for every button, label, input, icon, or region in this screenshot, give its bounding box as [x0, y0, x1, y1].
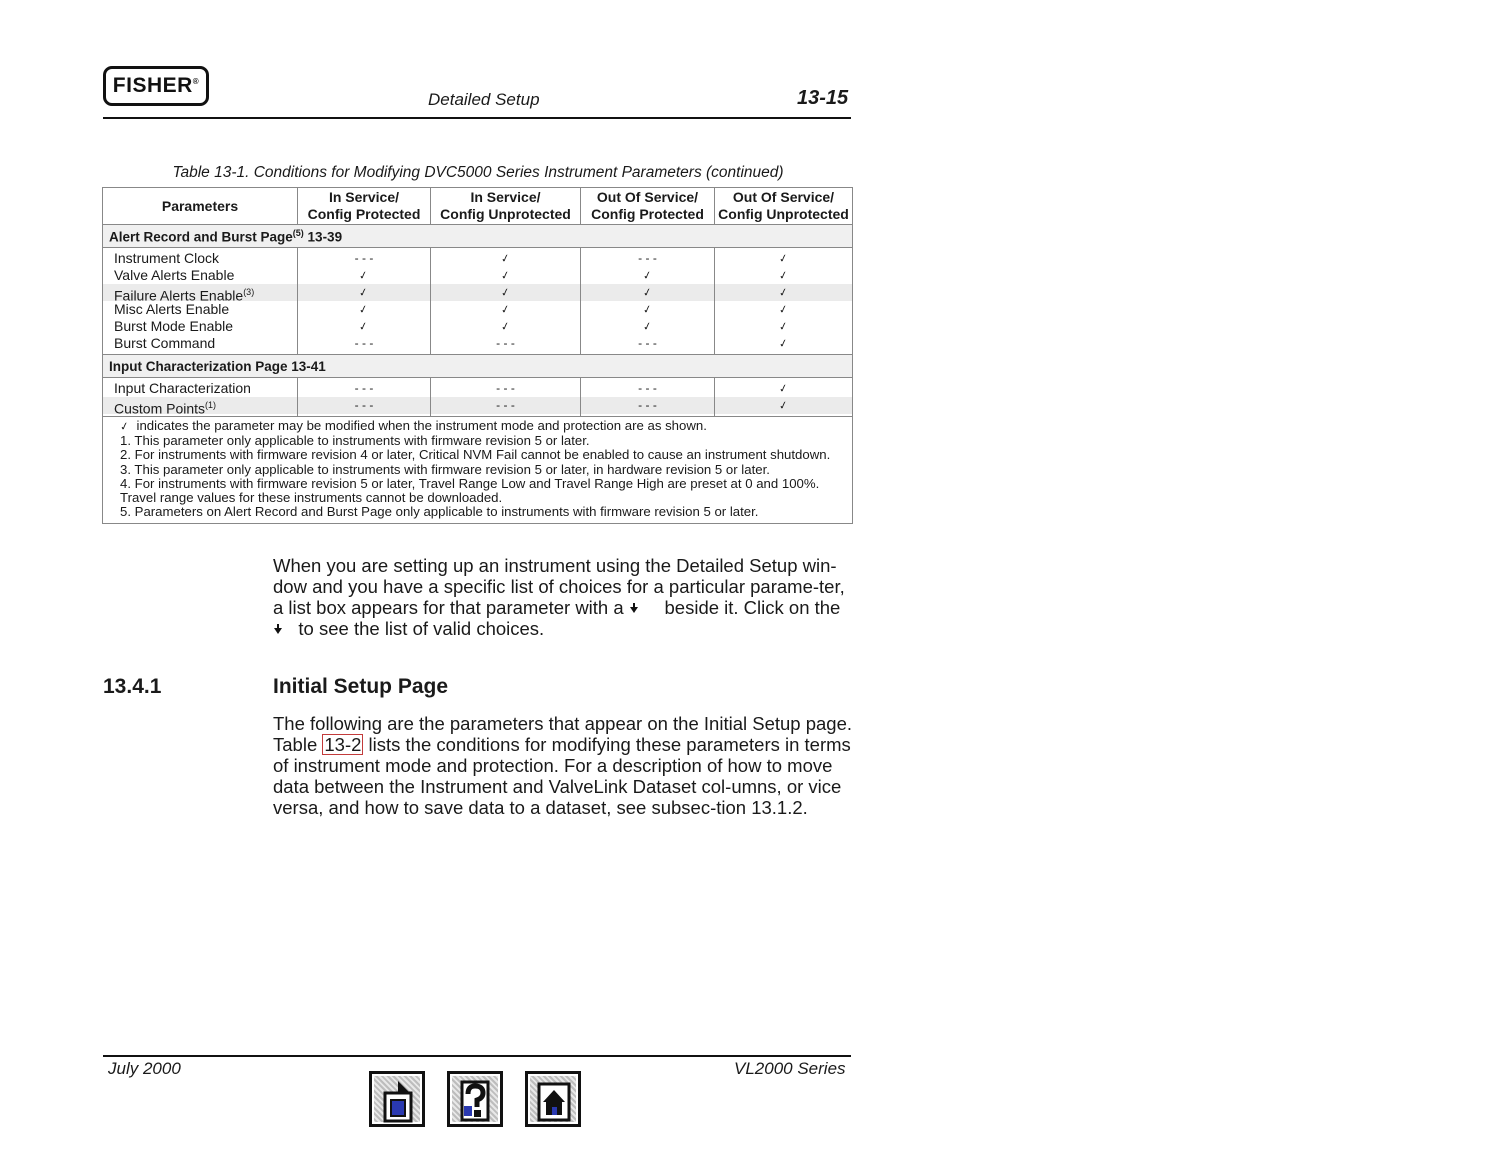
- check-icon: ✓: [118, 420, 131, 434]
- col-out-service-unprotected: [715, 378, 853, 417]
- check-icon: ✓: [499, 320, 512, 334]
- cell: [715, 380, 852, 397]
- param-name: Custom Points$^{(1)}$: [103, 397, 297, 414]
- col-header-out-service-unprotected: Out Of Service/ Config Unprotected: [715, 188, 853, 225]
- col-in-service-protected: [298, 248, 431, 355]
- logo-text: FISHER®: [112, 74, 200, 97]
- cell: - - -: [496, 336, 515, 350]
- header-section-title: Detailed Setup: [428, 90, 540, 109]
- param-name: Burst Mode Enable: [114, 318, 234, 334]
- cell: - - -: [638, 381, 657, 395]
- col-out-service-protected: [581, 248, 715, 355]
- table-caption: Table 13-1. Conditions for Modifying DVC5000 Series Instrument Parameters (continued): [172, 164, 784, 181]
- note-legend: ✓ indicates the parameter may be modified when the instrument mode and protection are as shown.: [118, 418, 707, 434]
- param-name: Failure Alerts Enable$^{(3)}$: [103, 284, 297, 301]
- fisher-logo: [103, 66, 209, 106]
- check-icon: ✓: [777, 320, 790, 334]
- table-header-row: [103, 188, 853, 225]
- footer-series: VL2000 Series: [734, 1059, 846, 1078]
- col-in-service-unprotected: [431, 248, 581, 355]
- initial-setup-paragraph: The following are the parameters that appear on the Initial Setup page. Table 13-2 lists the conditions for modifying these parameters in terms of instrument mode and protection. For a description of how to move data between the Instrument and ValveLink Dataset col-umns, or vice versa, and how to save data to a dataset, see subsec-tion 13.1.2.: [273, 713, 853, 818]
- section-row-input-characterization: [103, 355, 853, 378]
- cell: [715, 318, 852, 335]
- check-icon: ✓: [641, 320, 654, 334]
- contents-button[interactable]: [369, 1071, 425, 1127]
- param-names: [103, 248, 298, 355]
- home-icon: [534, 1078, 578, 1124]
- cell: - - -: [354, 381, 374, 395]
- group-rows-alert-record: [103, 248, 853, 355]
- check-icon: ✓: [777, 286, 790, 300]
- cell: [715, 335, 852, 352]
- check-icon: ✓: [358, 286, 370, 300]
- cell: [715, 267, 852, 284]
- cell: [581, 301, 714, 318]
- check-icon: ✓: [777, 303, 790, 317]
- note-3: 3. This parameter only applicable to instruments with firmware revision 5 or later, in hardware revision 5 or later.: [120, 461, 770, 477]
- cell: - - -: [638, 251, 657, 265]
- check-icon: ✓: [777, 382, 790, 396]
- cell: - - -: [354, 251, 374, 265]
- check-icon: ✓: [499, 303, 512, 317]
- col-in-service-protected: [298, 378, 431, 417]
- param-name: Valve Alerts Enable: [114, 267, 235, 283]
- table-notes: [103, 417, 853, 524]
- dropdown-arrow-icon: [629, 597, 639, 618]
- contents-icon: [378, 1078, 422, 1124]
- section-title: Input Characterization Page 13-41: [103, 355, 853, 378]
- cell: [298, 284, 430, 301]
- check-icon: ✓: [641, 286, 654, 300]
- check-icon: ✓: [358, 269, 370, 283]
- help-icon: [456, 1078, 500, 1124]
- check-icon: ✓: [499, 286, 512, 300]
- section-title-heading: Initial Setup Page: [273, 675, 449, 698]
- param-name: Input Characterization: [114, 380, 251, 396]
- section-number: 13.4.1: [103, 675, 162, 698]
- param-name: Instrument Clock: [114, 250, 220, 266]
- col-out-service-protected: [581, 378, 715, 417]
- check-icon: ✓: [777, 399, 790, 413]
- home-button[interactable]: [525, 1071, 581, 1127]
- check-icon: ✓: [641, 303, 654, 317]
- cell: [431, 318, 580, 335]
- col-header-out-service-protected: Out Of Service/ Config Protected: [581, 188, 715, 225]
- footer-date: July 2000: [108, 1059, 181, 1078]
- check-icon: ✓: [777, 252, 790, 266]
- header-page-number: 13-15: [797, 87, 849, 109]
- col-out-service-unprotected: [715, 248, 853, 355]
- col-header-in-service-protected: In Service/ Config Protected: [298, 188, 431, 225]
- param-name: Burst Command: [114, 335, 216, 351]
- check-icon: ✓: [777, 269, 790, 283]
- cell: [298, 267, 430, 284]
- group-rows-input-characterization: [103, 378, 853, 417]
- parameters-table: [102, 187, 853, 524]
- check-icon: ✓: [777, 337, 790, 351]
- cell: [298, 301, 430, 318]
- cell: [715, 397, 852, 414]
- cell: [715, 250, 852, 267]
- cell: [715, 301, 852, 318]
- footer-rule: [103, 1055, 851, 1057]
- col-header-in-service-unprotected: In Service/ Config Unprotected: [431, 188, 581, 225]
- note-1: 1. This parameter only applicable to instruments with firmware revision 5 or later.: [120, 433, 590, 449]
- note-4: 4. For instruments with firmware revision 5 or later, Travel Range Low and Travel Range High are preset at 0 and 100%. Travel range values for these instruments cannot be downloaded.: [120, 475, 820, 506]
- cell: [431, 250, 580, 267]
- cell: - - -: [431, 397, 580, 414]
- cell: [581, 267, 714, 284]
- param-name: Misc Alerts Enable: [114, 301, 230, 317]
- cell: [715, 284, 852, 301]
- section-row-alert-record: [103, 225, 853, 248]
- cell: [581, 284, 714, 301]
- cell: [581, 318, 714, 335]
- note-5: 5. Parameters on Alert Record and Burst Page only applicable to instruments with firmware revision 5 or later.: [120, 504, 759, 520]
- cell: - - -: [354, 336, 374, 350]
- param-names: [103, 378, 298, 417]
- header-rule: [103, 117, 851, 119]
- section-title: Alert Record and Burst Page$^{(5)}$ 13-39: [103, 225, 853, 248]
- cell: - - -: [496, 381, 515, 395]
- table-13-2-link[interactable]: 13-2: [324, 734, 362, 755]
- note-2: 2. For instruments with firmware revision 4 or later, Critical NVM Fail cannot be enabled to cause an instrument shutdown.: [120, 447, 831, 463]
- check-icon: ✓: [358, 303, 370, 317]
- check-icon: ✓: [641, 269, 654, 283]
- col-in-service-unprotected: [431, 378, 581, 417]
- cell: - - -: [638, 336, 657, 350]
- cell: - - -: [298, 397, 430, 414]
- cell: [431, 267, 580, 284]
- cell: [431, 301, 580, 318]
- check-icon: ✓: [499, 252, 512, 266]
- cell: [431, 284, 580, 301]
- intro-paragraph: When you are setting up an instrument using the Detailed Setup win-dow and you have a specific list of choices for a particular parame-ter, a list box appears for that parameter with a beside it. Click on the to see the list of valid choices.: [273, 555, 845, 639]
- cell: - - -: [581, 397, 714, 414]
- col-header-parameters: Parameters: [103, 188, 298, 225]
- dropdown-arrow-icon: [273, 618, 283, 639]
- check-icon: ✓: [358, 320, 370, 334]
- cell: [298, 318, 430, 335]
- help-button[interactable]: [447, 1071, 503, 1127]
- notes-row: [103, 417, 853, 524]
- check-icon: ✓: [499, 269, 512, 283]
